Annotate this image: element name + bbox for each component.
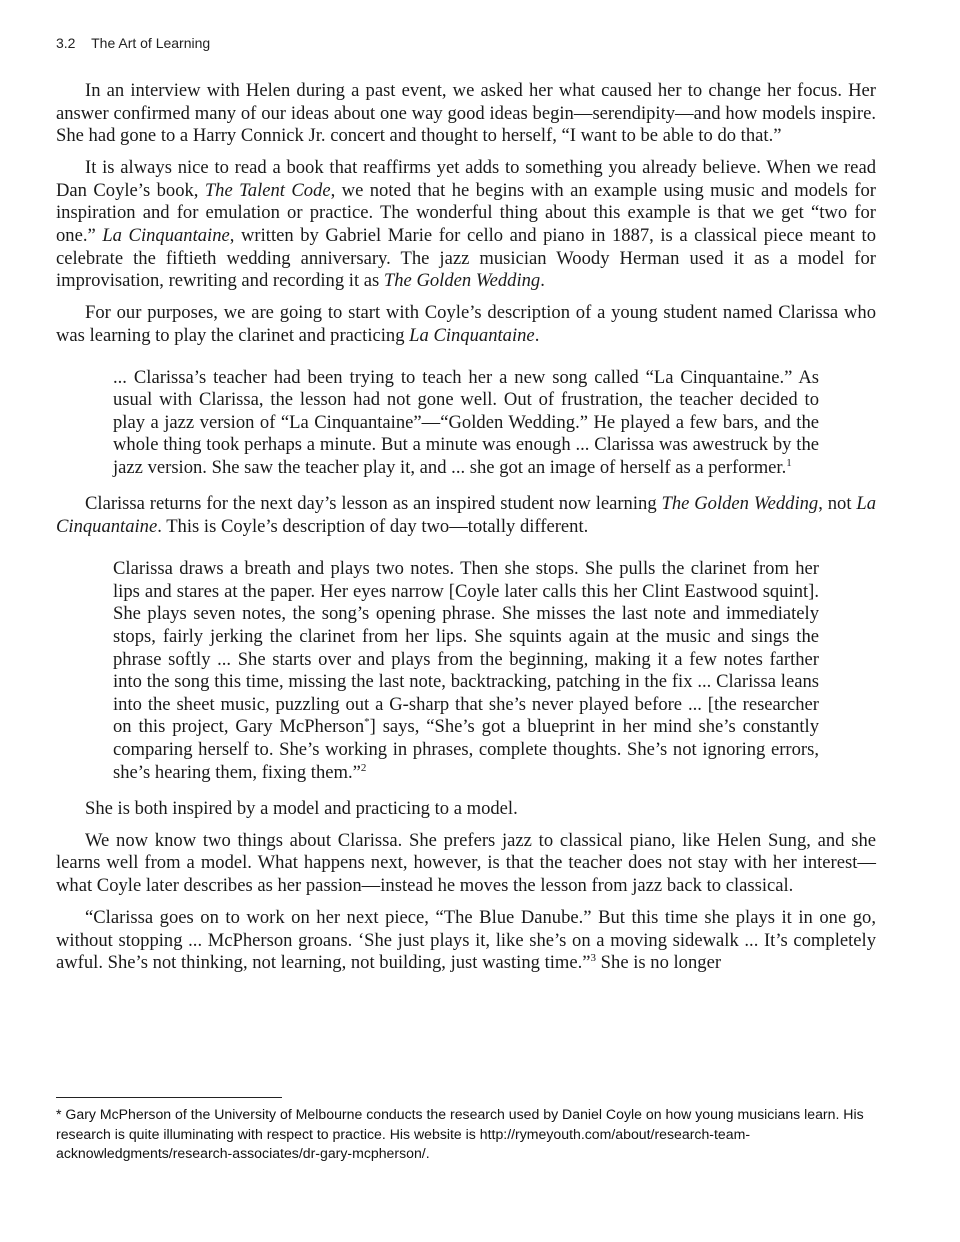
endnote-marker: 3 xyxy=(590,952,597,964)
text-run: . xyxy=(534,324,540,346)
piece-title-golden-wedding: The Golden Wedding xyxy=(661,493,819,514)
page-body xyxy=(56,80,876,984)
text-run: Clarissa returns for the next day’s lesson as an inspired student now learning xyxy=(85,493,662,514)
paragraph-blue-danube xyxy=(56,907,876,975)
text-run: , not xyxy=(818,493,857,514)
text-run: She is no longer xyxy=(596,952,722,974)
endnote-marker: 1 xyxy=(786,456,792,469)
footnote-marker: * xyxy=(364,716,370,729)
paragraph-inspired-practicing: She is both inspired by a model and practicing to a model. xyxy=(85,797,518,819)
text-run: , we noted that he begins with an example using music and models for inspiration and for emulation or practice. The wonderful thing about this example is that we get “two for one.” xyxy=(56,179,877,247)
endnote-marker: 2 xyxy=(360,761,367,774)
piece-title-la-cinquantaine: La Cinquantaine xyxy=(102,225,230,247)
footnote: * Gary McPherson of the University of Melbourne conducts the research used by Daniel Coyle on how young musicians learn. His research is quite illuminating with respect to practice. His website is http://rymeyouth.com/about/research-team-acknowledgments/research-associates/dr-gary-mcpherson/. xyxy=(56,1106,864,1162)
block-quote-day-two xyxy=(113,558,819,784)
paragraph-two-things: We now know two things about Clarissa. She prefers jazz to classical piano, like Helen Sung, and she learns well from a model. What happens next, however, is that the teacher does not stay with her interest—what Coyle later describes as her passion—instead he moves the lesson from jazz back to classical. xyxy=(56,829,876,896)
quote-text: Clarissa draws a breath and plays two notes. Then she stops. She pulls the clarinet from her lips and stares at the paper. Her eyes narrow [Coyle later calls this her Clint Eastwood squint]. She plays seven notes, the song’s opening phrase. She misses the last note and immediately stops, fairly jerking the clarinet from her lips. She squints again at the music and sings the phrase softly ... She starts over and plays from the beginning, making it a few notes farther into the song this time, missing the last note, backtracking, patching in the fix ... Clarissa leans into the sheet music, puzzling out a G-sharp that she’s never played before ... [the researcher on this project, Gary McPherson xyxy=(113,558,819,738)
piece-title-golden-wedding: The Golden Wedding xyxy=(383,270,541,292)
piece-title-la-cinquantaine: La Cinquantaine xyxy=(56,493,877,537)
paragraph-talent-code xyxy=(56,157,876,293)
paragraph-clarissa-intro xyxy=(56,302,876,347)
text-run: , written by Gabriel Marie for cello and piano in 1887, is a classical piece meant to celebrate the fiftieth wedding anniversary. The jazz musician Woody Herman used it as a model for improvisation, rewriting and recording it as xyxy=(56,225,876,292)
quote-text: ] says, “She’s got a blueprint in her mind she’s constantly comparing herself to. She’s working in phrases, complete thoughts. She’s not ignoring errors, she’s hearing them, fixing them.” xyxy=(113,716,819,783)
text-run: “Clarissa goes on to work on her next piece, “The Blue Danube.” But this time she plays it in one go, without stopping ... McPherson groans. ‘She just plays it, like she’s on a moving sidewalk ... It’s completely awful. She’s not thinking, not learning, not building, just wasting time.” xyxy=(56,907,876,974)
running-header xyxy=(56,35,210,51)
block-quote-day-one xyxy=(113,367,819,480)
paragraph-day-two-intro xyxy=(56,493,876,538)
text-run: . This is Coyle’s description of day two—totally different. xyxy=(157,515,589,537)
text-run: It is always nice to read a book that reaffirms yet adds to something you already believe. When we read Dan Coyle’s book, xyxy=(56,157,876,201)
paragraph-helen-interview: In an interview with Helen during a past event, we asked her what caused her to change her focus. Her answer confirmed many of our ideas about one way good ideas begin—serendipity—and how models inspire. She had gone to a Harry Connick Jr. concert and thought to herself, “I want to be able to do that.” xyxy=(56,80,876,147)
quote-text: ... Clarissa’s teacher had been trying to teach her a new song called “La Cinquantaine.” As usual with Clarissa, the lesson had not gone well. Out of frustration, the teacher decided to play a jazz version of “La Cinquantaine”—“Golden Wedding.” He played a few bars, and the whole thing took perhaps a minute. But a minute was enough ... Clarissa was awestruck by the jazz version. She saw the teacher play it, and ... she got an image of herself as a performer. xyxy=(113,366,819,478)
text-run: . xyxy=(540,270,545,292)
footnote-divider xyxy=(56,1097,282,1098)
book-title-talent-code: The Talent Code xyxy=(204,179,331,201)
chapter-title: The Art of Learning xyxy=(91,35,211,51)
piece-title-la-cinquantaine: La Cinquantaine xyxy=(409,324,535,346)
section-number: 3.2 xyxy=(56,35,76,51)
text-run: For our purposes, we are going to start with Coyle’s description of a young student named Clarissa who was learning to play the clarinet and practicing xyxy=(56,302,876,346)
